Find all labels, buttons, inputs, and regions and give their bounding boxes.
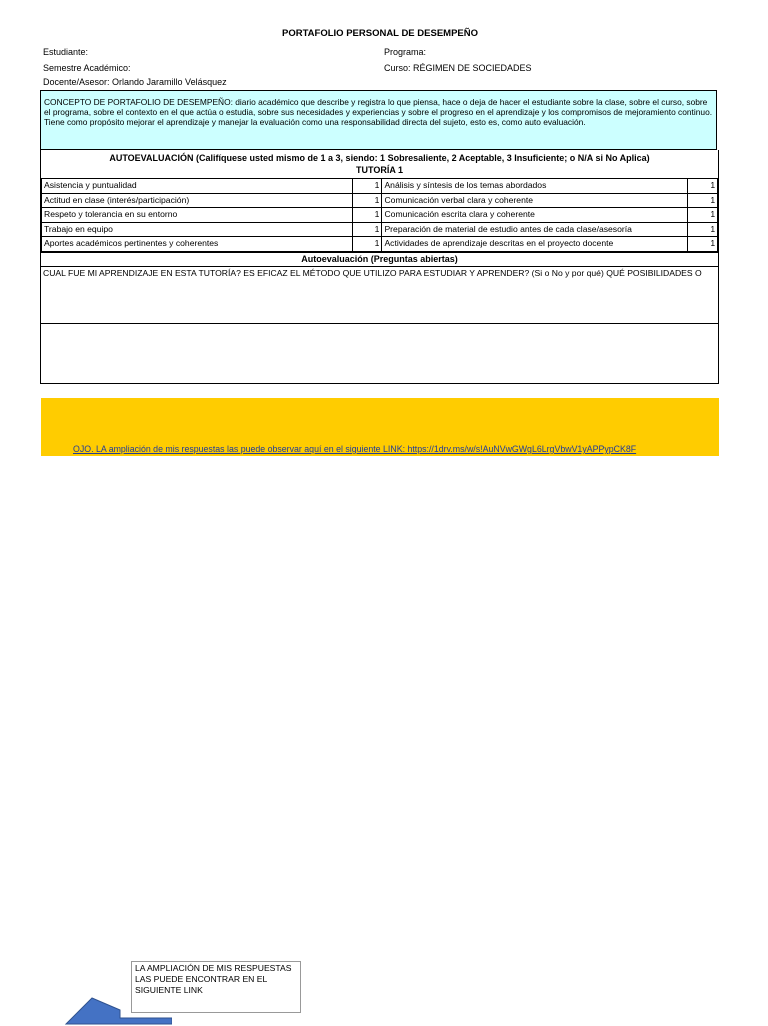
table-row [42, 193, 768, 208]
score-right[interactable]: 1 [688, 208, 718, 223]
page-title: PORTAFOLIO PERSONAL DE DESEMPEÑO [0, 28, 760, 39]
link-banner [41, 398, 719, 456]
criterion-left: Actitud en clase (interés/participación) [42, 193, 353, 208]
criterion-left: Aportes académicos pertinentes y coherentes [42, 237, 353, 252]
score-left[interactable]: 1 [352, 237, 382, 252]
score-right[interactable]: 1 [688, 237, 718, 252]
self-evaluation-heading: AUTOEVALUACIÓN (Califíquese usted mismo de 1 a 3, siendo: 1 Sobresaliente, 2 Aceptable, 3 Insuficiente; o N/A si No Aplica) [41, 152, 718, 164]
score-right[interactable]: 1 [688, 193, 718, 208]
criterion-left: Respeto y tolerancia en su entorno [42, 208, 353, 223]
empty-cell [718, 237, 768, 252]
score-right[interactable]: 1 [688, 222, 718, 237]
semester-label: Semestre Académico: [43, 63, 131, 73]
open-question-cell[interactable] [41, 266, 718, 324]
concept-box [40, 90, 717, 150]
open-questions-heading: Autoevaluación (Preguntas abiertas) [41, 252, 718, 265]
score-left[interactable]: 1 [352, 222, 382, 237]
self-evaluation-table [41, 178, 768, 252]
criterion-right: Análisis y síntesis de los temas abordados [382, 179, 688, 194]
score-left[interactable]: 1 [352, 193, 382, 208]
table-row [42, 237, 768, 252]
table-row [42, 222, 768, 237]
student-label: Estudiante: [43, 47, 88, 57]
empty-cell [718, 222, 768, 237]
table-row [42, 179, 768, 194]
empty-cell [718, 179, 768, 194]
open-question-text: CUAL FUE MI APRENDIZAJE EN ESTA TUTORÍA? ES EFICAZ EL MÉTODO QUE UTILIZO PARA ESTUDIAR Y APRENDER? (Si o No y por qué) QUÉ POSIBILIDADES O [43, 268, 702, 278]
tutoria-heading: TUTORÍA 1 [41, 164, 718, 176]
score-left[interactable]: 1 [352, 179, 382, 194]
concept-text: diario académico que describe y registra lo que piensa, hace o deja de hacer el estudiante sobre la clase, sobre el curso, sobre el programa, sobre el contexto en el que actúa o estudia, sobre sus necesidades y experiencias y sobre el progreso en el aprendizaje y los compromisos de mejoramiento continuo. Tiene como propósito mejorar el aprendizaje y manejar la evaluación como una responsabilidad directa del sujeto, esto es, como auto evaluación. [44, 97, 712, 127]
score-left[interactable]: 1 [352, 208, 382, 223]
course-label: Curso: RÉGIMEN DE SOCIEDADES [384, 63, 532, 73]
teacher-label: Docente/Asesor: Orlando Jaramillo Velásquez [43, 77, 227, 87]
criterion-right: Comunicación escrita clara y coherente [382, 208, 688, 223]
score-right[interactable]: 1 [688, 179, 718, 194]
criterion-right: Comunicación verbal clara y coherente [382, 193, 688, 208]
arrow-icon [62, 996, 172, 1026]
criterion-right: Actividades de aprendizaje descritas en el proyecto docente [382, 237, 688, 252]
concept-label: CONCEPTO DE PORTAFOLIO DE DESEMPEÑO: [44, 97, 233, 107]
empty-cell [718, 208, 768, 223]
link-note-box: LA AMPLIACIÓN DE MIS RESPUESTAS LAS PUEDE ENCONTRAR EN EL SIGUIENTE LINK [131, 961, 301, 1013]
self-evaluation-section [40, 150, 719, 384]
empty-cell [718, 193, 768, 208]
program-label: Programa: [384, 47, 426, 57]
criterion-right: Preparación de material de estudio antes de cada clase/asesoría [382, 222, 688, 237]
criterion-left: Asistencia y puntualidad [42, 179, 353, 194]
onedrive-link[interactable]: OJO. LA ampliación de mis respuestas las puede observar aquí en el siguiente LINK: https://1drv.ms/w/s!AuNVwGWgL6LrgVbwV1yAPPypCK8F [73, 444, 636, 454]
criterion-left: Trabajo en equipo [42, 222, 353, 237]
table-row [42, 208, 768, 223]
